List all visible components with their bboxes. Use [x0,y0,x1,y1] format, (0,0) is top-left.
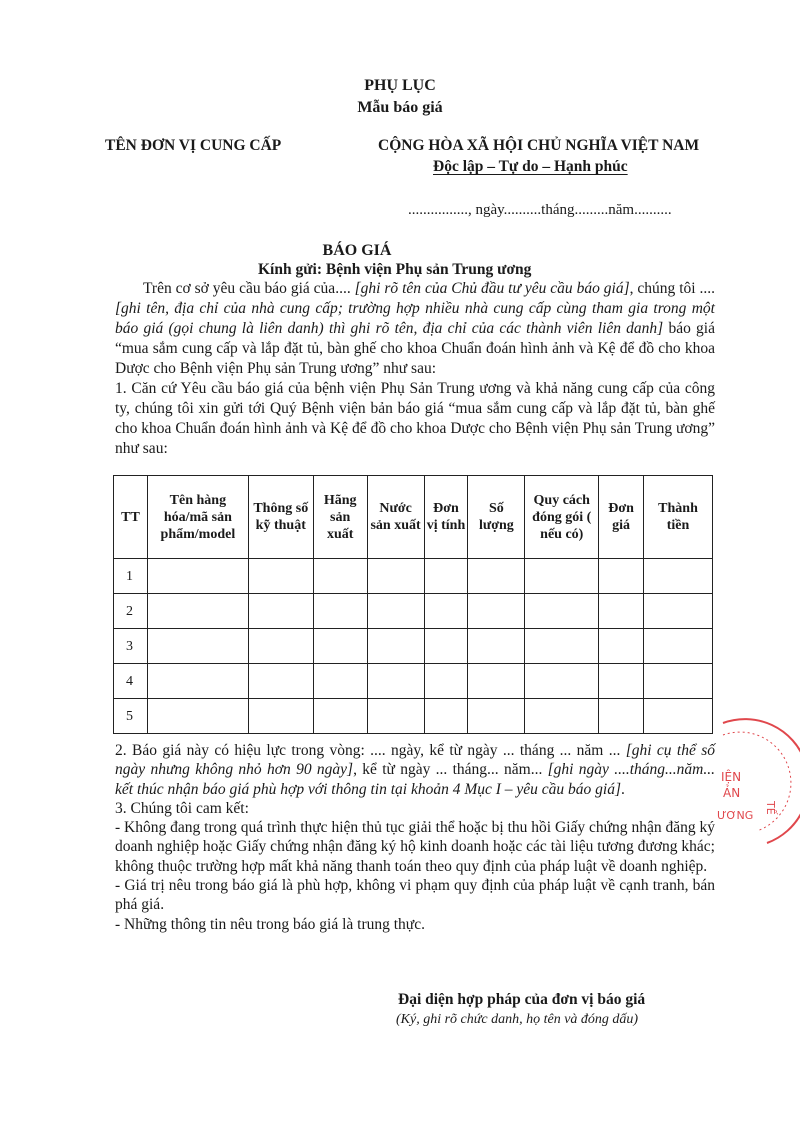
table-cell [644,559,713,594]
table-cell [644,594,713,629]
recipient-line: Kính gửi: Bệnh viện Phụ sản Trung ương [258,261,532,278]
table-cell [468,664,525,699]
table-row [114,699,713,734]
table-cell [525,664,599,699]
item-2-text-3: . [621,780,625,798]
col-header-unit-price: Đơn giá [599,476,644,559]
col-header-total: Thành tiền [644,476,713,559]
row-number: 5 [114,699,148,734]
commitment-2: - Giá trị nêu trong báo giá là phù hợp, không vi phạm quy định của pháp luật về cạnh tranh, bán phá giá. [115,877,715,914]
table-cell [367,594,424,629]
item-2-placeholder-days: [ghi cụ thể số ngày nhưng không nhỏ hơn 90 ngày] [115,742,715,779]
table-header-row [114,476,713,559]
table-row [114,594,713,629]
table-cell [424,629,468,664]
stamp-text-4: TẾ [764,801,777,815]
table-cell [313,594,367,629]
item-3-heading: 3. Chúng tôi cam kết: [115,799,249,817]
table-cell [468,629,525,664]
intro-section [115,279,715,459]
table-cell [147,559,248,594]
table-cell [147,629,248,664]
intro-text-2: , chúng tôi .... [629,280,716,297]
table-cell [147,594,248,629]
table-cell [313,559,367,594]
table-row [114,559,713,594]
table-row [114,629,713,664]
table-cell [599,699,644,734]
table-cell [248,594,313,629]
date-line: ................, ngày..........tháng.........năm.......... [408,202,672,218]
col-header-tt: TT [114,476,148,559]
table-cell [248,664,313,699]
intro-placeholder-supplier: [ghi tên, địa chỉ của nhà cung cấp; trường hợp nhiều nhà cung cấp cùng tham gia trong một báo giá (gọi chung là liên danh) thì ghi rõ tên, địa chỉ của các thành viên liên danh] [115,300,715,337]
table-cell [367,559,424,594]
table-cell [599,559,644,594]
table-cell [424,664,468,699]
table-cell [147,664,248,699]
item-2-paragraph [115,741,715,799]
item-2-text-1: 2. Báo giá này có hiệu lực trong vòng: .... ngày, kể từ ngày ... tháng ... năm ... [115,742,626,759]
table-cell [248,629,313,664]
stamp-text-1: IỆN [721,770,742,784]
signature-title: Đại diện hợp pháp của đơn vị báo giá [398,991,646,1008]
table-cell [468,594,525,629]
row-number: 4 [114,664,148,699]
item-1-paragraph: 1. Căn cứ Yêu cầu báo giá của bệnh viện Phụ Sản Trung ương và khả năng cung cấp của công ty, chúng tôi xin gửi tới Quý Bệnh viện bản báo giá “mua sắm cung cấp và lắp đặt tủ, bàn ghế cho khoa Chuẩn đoán hình ảnh và Kệ để đồ cho khoa Dược cho Bệnh viện Phụ sản Trung ương” như sau: [115,380,715,457]
row-number: 1 [114,559,148,594]
national-title: CỘNG HÒA XÃ HỘI CHỦ NGHĨA VIỆT NAM [378,137,700,154]
row-number: 2 [114,594,148,629]
col-header-specs: Thông số kỹ thuật [248,476,313,559]
table-cell [644,664,713,699]
table-cell [367,664,424,699]
table-cell [644,699,713,734]
item-2-text-2: , kể từ ngày ... tháng... năm... [353,761,548,779]
quote-title: BÁO GIÁ [322,242,392,259]
item-2-placeholder-date: [ghi ngày ....tháng...năm... kết thúc nhận báo giá phù hợp với thông tin tại khoản 4 Mục I – yêu cầu báo giá] [115,761,715,798]
intro-placeholder-requester: [ghi rõ tên của Chủ đầu tư yêu cầu báo giá] [354,280,630,297]
table-cell [525,629,599,664]
table-cell [424,594,468,629]
table-cell [468,559,525,594]
col-header-unit: Đơn vị tính [424,476,468,559]
national-motto: Độc lập – Tự do – Hạnh phúc [433,158,628,175]
supplier-name-label: TÊN ĐƠN VỊ CUNG CẤP [105,137,282,154]
stamp-text-2: ẢN [723,786,741,800]
table-cell [424,559,468,594]
table-row [114,664,713,699]
table-cell [468,699,525,734]
col-header-origin: Nước sản xuất [367,476,424,559]
table-cell [313,629,367,664]
appendix-subtitle: Mẫu báo giá [357,99,443,116]
signature-note: (Ký, ghi rõ chức danh, họ tên và đóng dấu) [396,1012,639,1027]
table-cell [147,699,248,734]
table-cell [313,664,367,699]
intro-text-3: báo giá “mua sắm cung cấp và lắp đặt tủ, bàn ghế cho khoa Chuẩn đoán hình ảnh và Kệ để đồ cho khoa Dược cho Bệnh viện Phụ sản Trung ương” như sau: [115,320,715,377]
table-cell [599,664,644,699]
intro-paragraph [115,279,715,379]
appendix-title: PHỤ LỤC [364,77,436,94]
quote-table [113,475,713,734]
partial-stamp [705,715,800,865]
stamp-text-3: ƯƠNG [717,809,754,822]
table-cell [525,559,599,594]
table-cell [367,699,424,734]
table-cell [424,699,468,734]
col-header-quantity: Số lượng [468,476,525,559]
table-cell [248,699,313,734]
table-cell [525,594,599,629]
table-cell [644,629,713,664]
commitment-1: - Không đang trong quá trình thực hiện thủ tục giải thể hoặc bị thu hồi Giấy chứng nhận đăng ký doanh nghiệp hoặc Giấy chứng nhận đăng ký hộ kinh doanh hoặc các tài liệu tương đương khác; không thuộc trường hợp mất khả năng thanh toán theo quy định của pháp luật về doanh nghiệp. [115,819,715,875]
table-cell [248,559,313,594]
table-cell [367,629,424,664]
table-cell [313,699,367,734]
intro-text-1: Trên cơ sở yêu cầu báo giá của.... [143,280,355,297]
table-cell [599,594,644,629]
col-header-item-name: Tên hàng hóa/mã sản phẩm/model [147,476,248,559]
col-header-manufacturer: Hãng sản xuất [313,476,367,559]
table-cell [525,699,599,734]
closing-section [115,741,715,934]
col-header-packaging: Quy cách đóng gói ( nếu có) [525,476,599,559]
row-number: 3 [114,629,148,664]
table-cell [599,629,644,664]
commitment-3: - Những thông tin nêu trong báo giá là trung thực. [115,915,425,933]
